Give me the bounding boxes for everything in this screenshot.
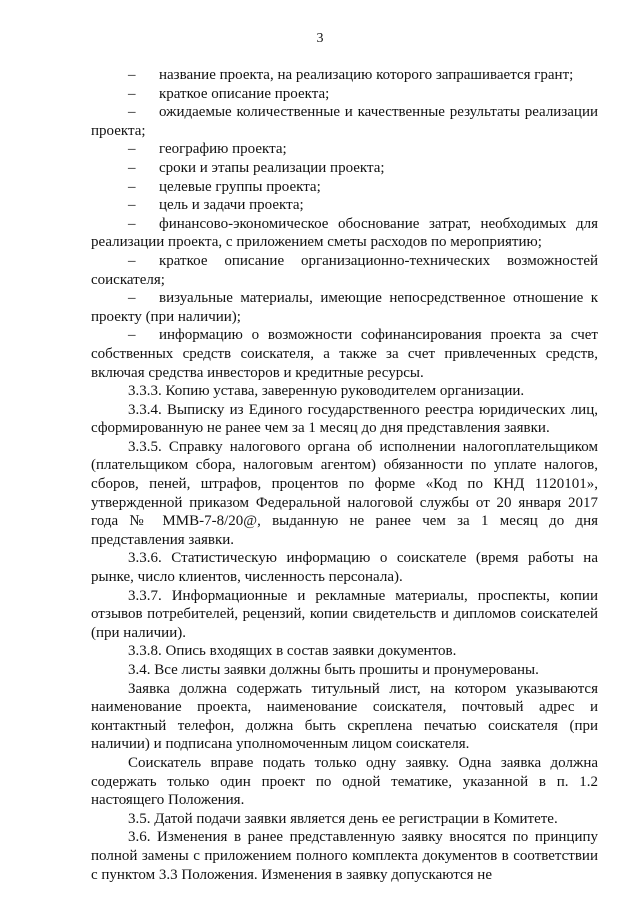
dash-marker: – bbox=[128, 290, 136, 307]
list-item-text: визуальные материалы, имеющие непосредственное отношение к проекту (при наличии); bbox=[91, 290, 598, 325]
list-item-text: краткое описание организационно-технических возможностей соискателя; bbox=[91, 252, 598, 288]
paragraph: 3.6. Изменения в ранее представленную заявку вносятся по принципу полной замены с приложением полного комплекта документов в соответствии с пунктом 3.3 Положения. Изменения в заявку допускаются не bbox=[91, 829, 598, 883]
paragraph: 3.5. Датой подачи заявки является день ее регистрации в Комитете. bbox=[128, 810, 558, 827]
page-number: 3 bbox=[316, 31, 324, 46]
list-item-text: цель и задачи проекта; bbox=[159, 197, 304, 214]
list-item bbox=[91, 85, 598, 104]
paragraph: 3.3.8. Опись входящих в состав заявки документов. bbox=[128, 643, 457, 660]
dash-marker: – bbox=[128, 141, 136, 158]
dash-marker: – bbox=[128, 104, 136, 121]
paragraph: 3.3.3. Копию устава, заверенную руководителем организации. bbox=[128, 383, 525, 400]
list-item bbox=[91, 66, 598, 85]
dash-marker: – bbox=[128, 159, 136, 176]
paragraph: 3.3.6. Статистическую информацию о соискателе (время работы на рынке, число клиентов, численность персонала). bbox=[91, 550, 598, 586]
list-item bbox=[91, 196, 598, 215]
dash-marker: – bbox=[128, 327, 136, 344]
list-item-text: название проекта, на реализацию которого запрашивается грант; bbox=[159, 67, 574, 83]
list-item-text: краткое описание проекта; bbox=[159, 85, 330, 102]
list-item bbox=[91, 159, 598, 178]
list-item bbox=[91, 103, 598, 140]
paragraph: 3.3.4. Выписку из Единого государственного реестра юридических лиц, сформированную не ранее чем за 1 месяц до дня представления заявки. bbox=[91, 401, 598, 437]
dash-marker: – bbox=[128, 178, 136, 195]
list-item-text: финансово-экономическое обоснование затрат, необходимых для реализации проекта, с приложением сметы расходов по мероприятию; bbox=[91, 215, 598, 251]
paragraph: 3.4. Все листы заявки должны быть прошиты и пронумерованы. bbox=[128, 662, 539, 678]
dash-marker: – bbox=[128, 215, 136, 232]
list-item-text: географию проекта; bbox=[159, 141, 287, 158]
dash-marker: – bbox=[128, 197, 136, 214]
document-body bbox=[91, 66, 598, 884]
paragraph: 3.3.5. Справку налогового органа об исполнении налогоплательщиком (плательщиком сбора, налоговым агентом) обязанности по уплате налогов, сборов, пеней, штрафов, процентов по форме «Код по КНД 1120101», утвержденной приказом Федеральной налоговой службы от 20 января 2017 года № ММВ-7-8/20@, выданную не ранее чем за 1 месяц до дня представления заявки. bbox=[91, 438, 598, 548]
dash-marker: – bbox=[128, 85, 136, 102]
list-item-text: целевые группы проекта; bbox=[159, 178, 321, 195]
dash-marker: – bbox=[128, 67, 136, 83]
list-item bbox=[91, 215, 598, 252]
paragraph: 3.3.7. Информационные и рекламные материалы, проспекты, копии отзывов потребителей, рецензий, копии свидетельств и дипломов соискателей (при наличии). bbox=[91, 587, 598, 641]
paragraph: Заявка должна содержать титульный лист, на котором указываются наименование проекта, наименование соискателя, почтовый адрес и контактный телефон, должна быть скреплена печатью соискателя (при наличии) и подписана уполномоченным лицом соискателя. bbox=[91, 680, 598, 753]
list-item bbox=[91, 140, 598, 159]
list-item bbox=[91, 289, 598, 326]
dash-marker: – bbox=[128, 252, 136, 269]
list-item bbox=[91, 178, 598, 197]
list-item bbox=[91, 252, 598, 289]
paragraph: Соискатель вправе подать только одну заявку. Одна заявка должна содержать только один проект по одной тематике, указанной в п. 1.2 настоящего Положения. bbox=[91, 754, 598, 809]
list-item-text: информацию о возможности софинансирования проекта за счет собственных средств соискателя, а также за счет привлеченных средств, включая средства инвесторов и кредитные ресурсы. bbox=[91, 327, 598, 381]
list-item-text: сроки и этапы реализации проекта; bbox=[159, 159, 385, 176]
list-item bbox=[91, 326, 598, 382]
list-item-text: ожидаемые количественные и качественные результаты реализации проекта; bbox=[91, 104, 598, 139]
